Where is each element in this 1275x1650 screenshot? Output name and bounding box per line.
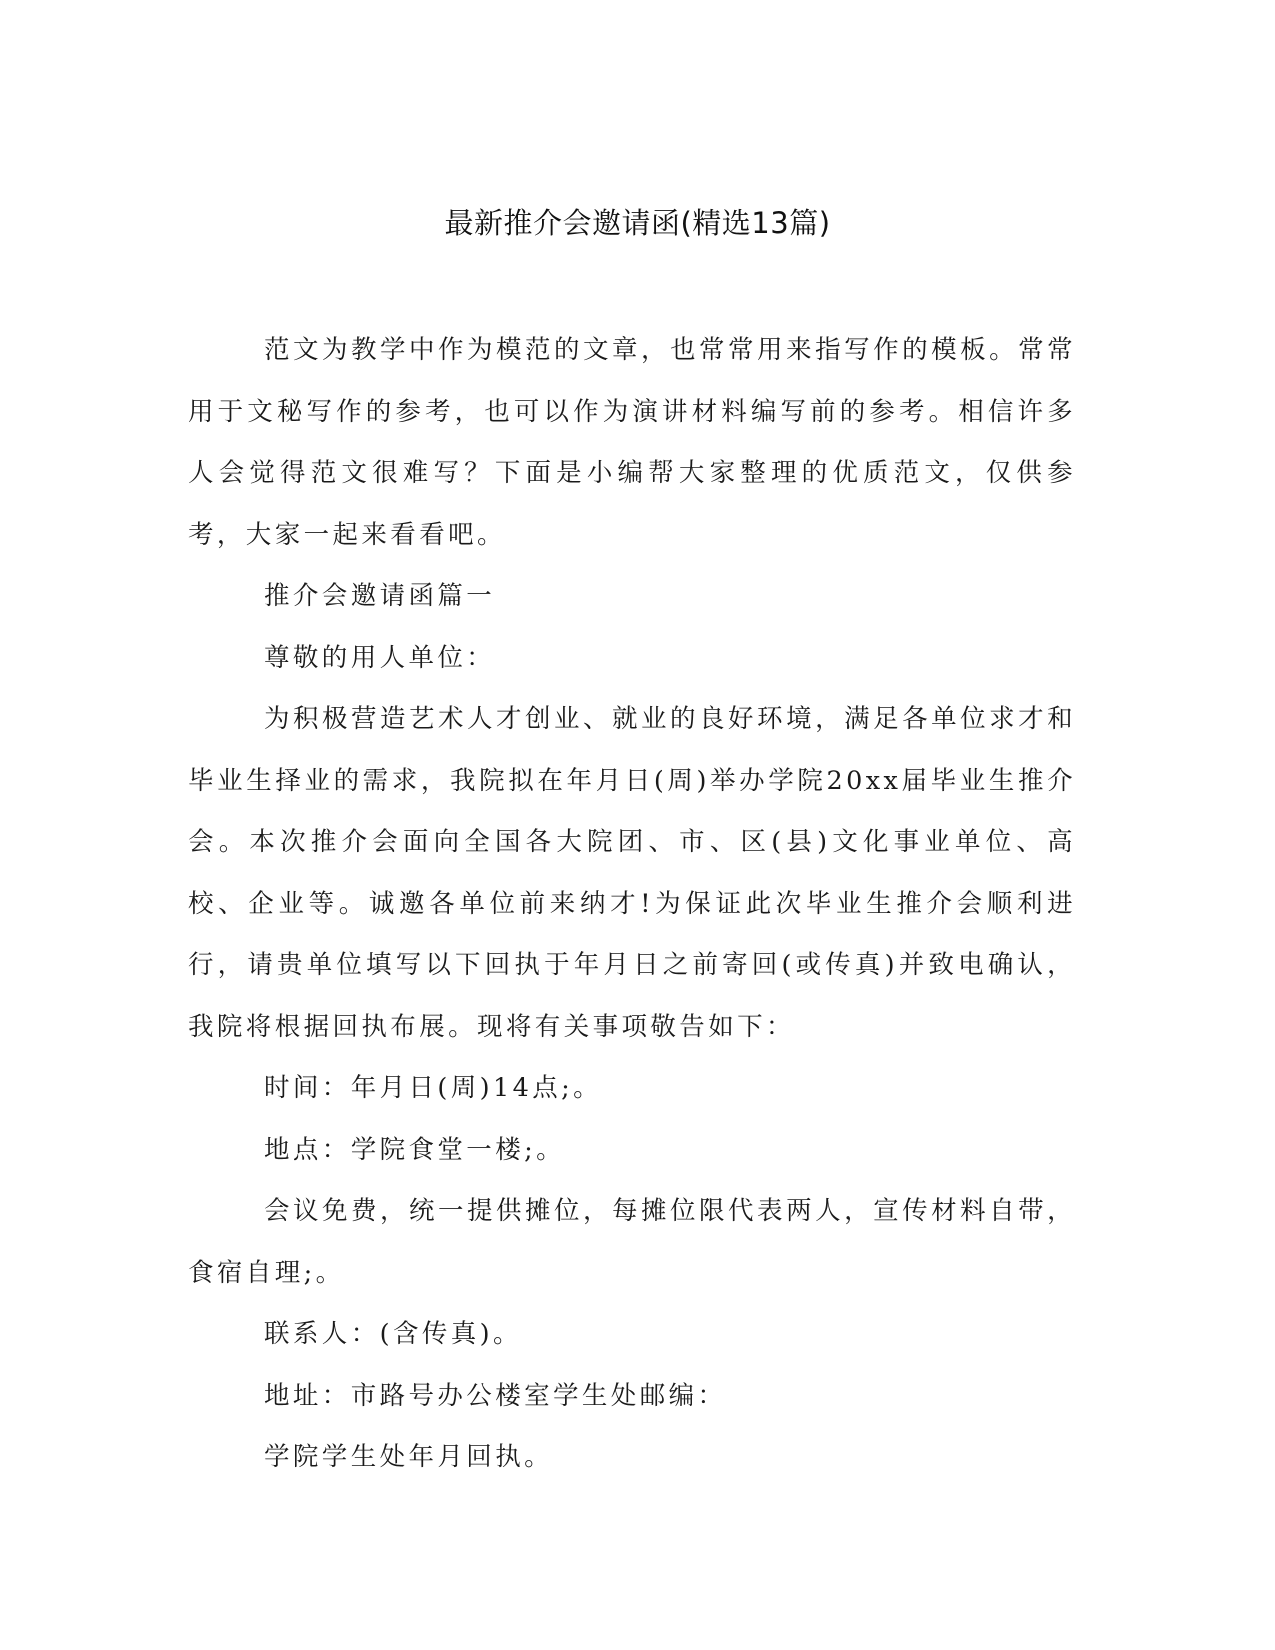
address-line: 地址：市路号办公楼室学生处邮编： bbox=[264, 1380, 727, 1411]
contact-line: 联系人：(含传真)。 bbox=[264, 1319, 522, 1349]
location-line: 地点：学院食堂一楼;。 bbox=[264, 1134, 565, 1165]
section-heading: 推介会邀请函篇一 bbox=[264, 581, 496, 611]
fee-line: 会议免费，统一提供摊位，每摊位限代表两人，宣传材料自带，食宿自理;。 bbox=[188, 1196, 1076, 1288]
receipt-line: 学院学生处年月回执。 bbox=[264, 1442, 554, 1472]
intro-paragraph: 范文为教学中作为模范的文章，也常常用来指写作的模板。常常用于文秘写作的参考，也可以作为演讲材料编写前的参考。相信许多人会觉得范文很难写？下面是小编帮大家整理的优质范文，仅供参考，大家一起来看看吧。 bbox=[188, 335, 1076, 550]
invitation-paragraph: 为积极营造艺术人才创业、就业的良好环境，满足各单位求才和毕业生择业的需求，我院拟在年月日(周)举办学院20xx届毕业生推介会。本次推介会面向全国各大院团、市、区(县)文化事业单位、高校、企业等。诚邀各单位前来纳才!为保证此次毕业生推介会顺利进行，请贵单位填写以下回执于年月日之前寄回(或传真)并致电确认，我院将根据回执布展。现将有关事项敬告如下： bbox=[188, 704, 1076, 1042]
document-body bbox=[188, 320, 1076, 1489]
document-title: 最新推介会邀请函(精选13篇) bbox=[444, 206, 831, 240]
salutation: 尊敬的用人单位： bbox=[264, 642, 496, 673]
time-line: 时间：年月日(周)14点;。 bbox=[264, 1073, 603, 1103]
